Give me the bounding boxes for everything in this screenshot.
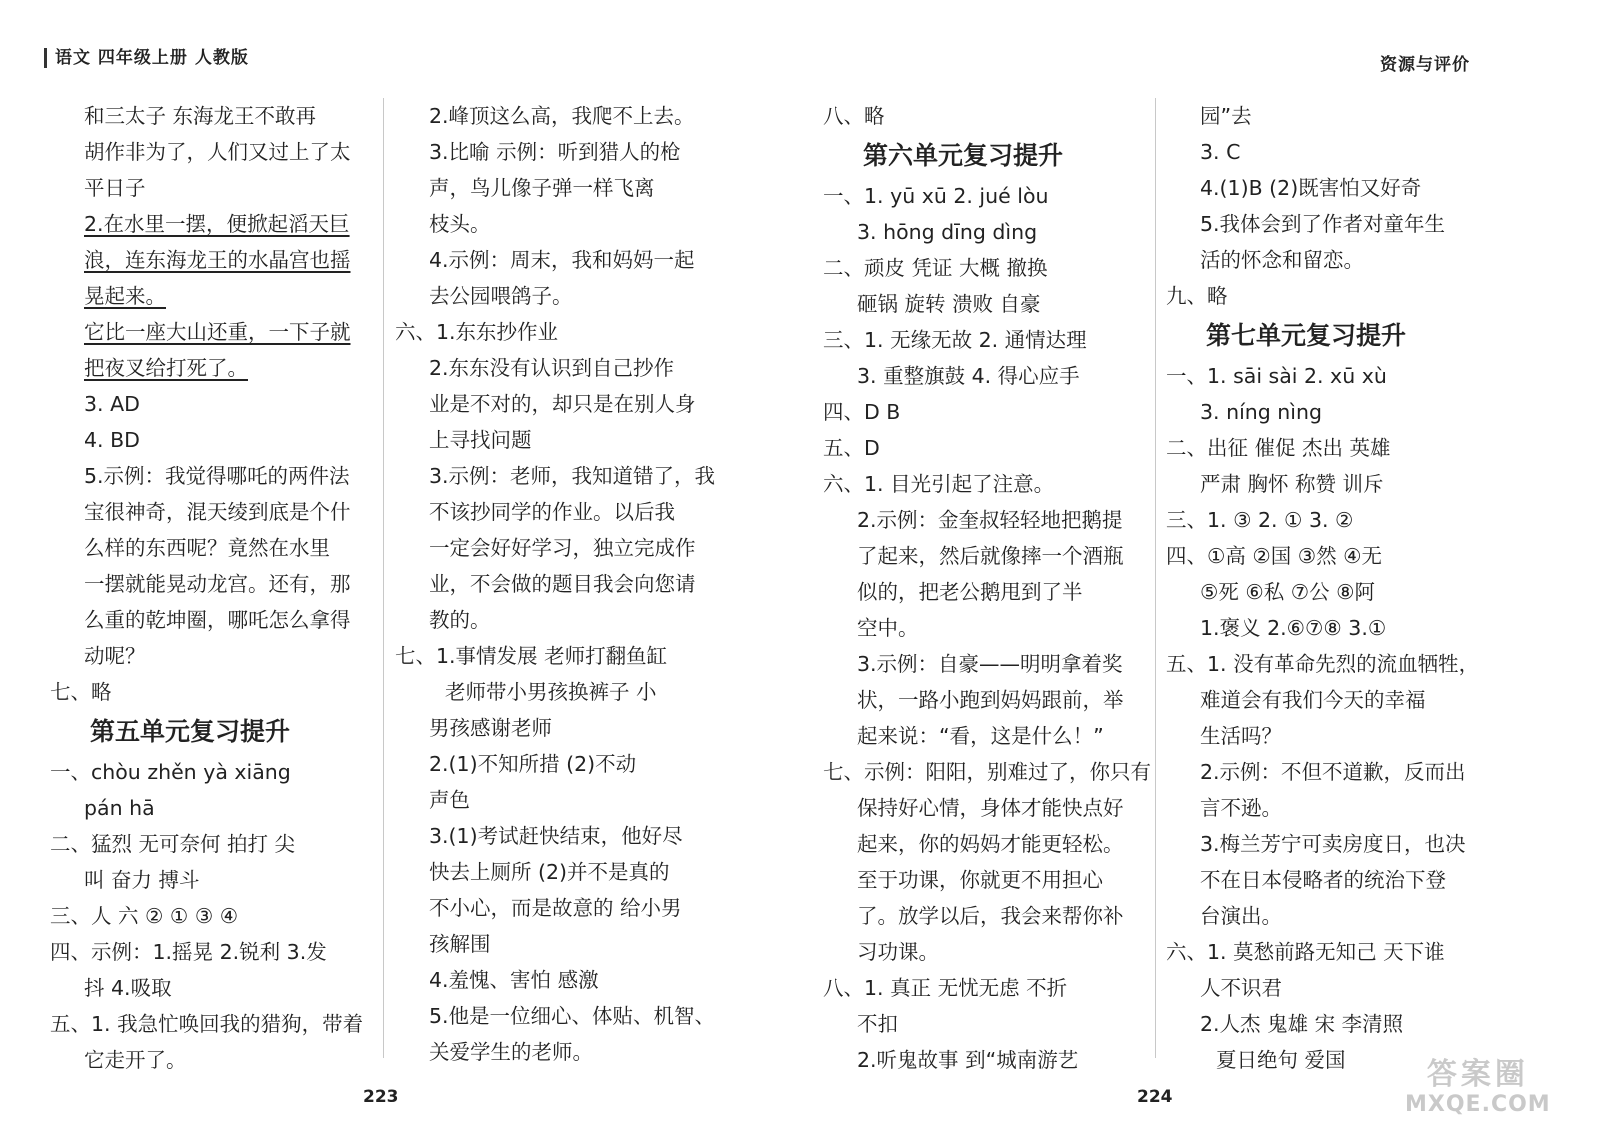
answer-line: 不扣 [857,1012,898,1036]
watermark-logo-text: 答案圈 [1426,1057,1529,1092]
answer-line: 生活吗？ [1200,724,1282,748]
answer-line: 六、1.东东抄作业 [395,320,559,344]
answer-line: 它走开了。 [84,1048,187,1072]
answer-line: pán hā [84,796,155,820]
section-heading: 第五单元复习提升 [90,717,291,746]
answer-line: 三、1. ③ 2. ① 3. ② [1166,508,1354,532]
answer-line: 去公园喂鸽子。 [429,284,573,308]
answer-line: 2.听鬼故事 到“城南游艺 [857,1048,1079,1072]
answer-line: 声色 [429,788,470,812]
answer-line: 3.示例：自豪——明明拿着奖 [857,652,1123,676]
answer-line: 浪，连东海龙王的水晶宫也摇 [84,248,351,272]
answer-line: 似的，把老公鹅甩到了半 [857,580,1083,604]
answer-line: 二、顽皮 凭证 大概 撤换 [823,256,1048,280]
answer-line: 七、示例：阳阳，别难过了，你只有 [823,760,1151,784]
answer-line: 1.褒义 2.⑥⑦⑧ 3.① [1200,616,1387,640]
page-number-left: 223 [363,1087,399,1107]
answer-line: 四、①高 ②国 ③然 ④无 [1166,544,1383,568]
answer-line: 和三太子 东海龙王不敢再 [84,104,317,128]
answer-line: 男孩感谢老师 [429,716,552,740]
answer-line: 动呢？ [84,644,146,668]
answer-line: 宝很神奇，混天绫到底是个什 [84,500,351,524]
answer-line: 它比一座大山还重，一下子就 [84,320,351,344]
answer-line: 孩解围 [429,932,491,956]
answer-line: 4.羞愧、害怕 感激 [429,968,599,992]
answer-line: 习功课。 [857,940,939,964]
answer-column-3 [823,98,1151,1078]
answer-line: 五、1. 没有革命先烈的流血牺牲， [1166,652,1480,676]
answer-line: 关爱学生的老师。 [429,1040,593,1064]
answer-line: 晃起来。 [84,284,166,308]
answer-line: 空中。 [857,616,919,640]
answer-line: 了。放学以后，我会来帮你补 [857,904,1124,928]
answer-line: 台演出。 [1200,904,1282,928]
answer-line: 叫 奋力 搏斗 [84,868,200,892]
answer-line: 人不识君 [1200,976,1282,1000]
answer-line: 四、D B [823,400,901,424]
answer-line: 3.示例：老师，我知道错了，我 [429,464,716,488]
answer-line: 七、略 [50,680,112,704]
page-number-right: 224 [1137,1087,1173,1107]
answer-line: 2.峰顶这么高，我爬不上去。 [429,104,695,128]
answer-line: 五、D [823,436,880,460]
answer-line: 二、猛烈 无可奈何 拍打 尖 [50,832,296,856]
answer-line: 不小心，而是故意的 给小男 [429,896,682,920]
answer-line: 严肃 胸怀 称赞 训斥 [1200,472,1384,496]
answer-line: 2.示例：不但不道歉，反而出 [1200,760,1466,784]
answer-line: 4. BD [84,428,140,452]
answer-line: 八、略 [823,104,885,128]
answer-line: 四、示例：1.摇晃 2.锐利 3.发 [50,940,327,964]
answer-line: 不在日本侵略者的统治下登 [1200,868,1446,892]
answer-line: 么样的东西呢？竟然在水里 [84,536,330,560]
answer-line: 五、1. 我急忙唤回我的猎狗，带着 [50,1012,364,1036]
answer-line: 言不逊。 [1200,796,1282,820]
answer-line: 上寻找问题 [429,428,532,452]
answer-line: 活的怀念和留恋。 [1200,248,1364,272]
answer-line: 业是不对的，却只是在别人身 [429,392,696,416]
answer-line: 快去上厕所 (2)并不是真的 [429,860,670,884]
answer-line: ⑤死 ⑥私 ⑦公 ⑧阿 [1200,580,1376,604]
answer-line: 园”去 [1200,104,1252,128]
answer-line: 老师带小男孩换裤子 小 [445,680,657,704]
watermark [1405,1057,1551,1117]
answer-line: 三、1. 无缘无故 2. 通情达理 [823,328,1087,352]
column-divider-left-page [383,98,384,1058]
answer-line: 一定会好好学习，独立完成作 [429,536,696,560]
answer-line: 砸锅 旋转 溃败 自豪 [857,292,1041,316]
answer-column-2 [395,98,720,1070]
answer-column-1 [50,98,375,1078]
answer-line: 5.示例：我觉得哪吒的两件法 [84,464,350,488]
section-heading: 第六单元复习提升 [863,141,1064,170]
answer-line: 难道会有我们今天的幸福 [1200,688,1426,712]
answer-line: 一摆就能晃动龙宫。还有，那 [84,572,351,596]
answer-line: 3.梅兰芳宁可卖房度日，也决 [1200,832,1466,856]
answer-line: 八、1. 真正 无忧无虑 不折 [823,976,1068,1000]
answer-line: 一、1. yū xū 2. jué lòu [823,184,1049,208]
column-divider-right-page [1155,98,1156,1058]
answer-line: 业，不会做的题目我会向您请 [429,572,696,596]
answer-line: 教的。 [429,608,491,632]
answer-line: 3.比喻 示例：听到猎人的枪 [429,140,681,164]
answer-line: 3. hōng dīng dìng [857,220,1038,244]
answer-line: 2.示例：金奎叔轻轻地把鹅提 [857,508,1123,532]
answer-line: 4.示例：周末，我和妈妈一起 [429,248,695,272]
answer-line: 么重的乾坤圈，哪吒怎么拿得 [84,608,351,632]
answer-line: 胡作非为了，人们又过上了太 [84,140,351,164]
answer-line: 起来说：“看，这是什么！” [857,724,1104,748]
answer-line: 4.(1)B (2)既害怕又好奇 [1200,176,1422,200]
answer-line: 2.在水里一摆，便掀起滔天巨 [84,212,350,236]
answer-line: 一、1. sāi sài 2. xū xù [1166,364,1387,388]
answer-column-4 [1166,98,1491,1078]
answer-line: 3.(1)考试赶快结束，他好尽 [429,824,683,848]
answer-line: 起来，你的妈妈才能更轻松。 [857,832,1124,856]
answer-line: 2.东东没有认识到自己抄作 [429,356,675,380]
answer-line: 二、出征 催促 杰出 英雄 [1166,436,1391,460]
answer-line: 七、1.事情发展 老师打翻鱼缸 [395,644,668,668]
answer-line: 把夜叉给打死了。 [84,356,248,380]
answer-line: 六、1. 目光引起了注意。 [823,472,1055,496]
answer-line: 2.人杰 鬼雄 宋 李清照 [1200,1012,1404,1036]
header-left: 语文 四年级上册 人教版 [44,48,249,68]
watermark-url: MXQE.COM [1405,1092,1551,1117]
answer-line: 了起来，然后就像摔一个酒瓶 [857,544,1124,568]
answer-line: 3. AD [84,392,140,416]
answer-line: 平日子 [84,176,146,200]
answer-line: 5.他是一位细心、体贴、机智、 [429,1004,716,1028]
answer-line: 3. níng nìng [1200,400,1322,424]
answer-line: 声，鸟儿像子弹一样飞离 [429,176,655,200]
answer-line: 六、1. 莫愁前路无知己 天下谁 [1166,940,1445,964]
answer-line: 枝头。 [429,212,491,236]
answer-line: 2.(1)不知所措 (2)不动 [429,752,637,776]
answer-line: 不该抄同学的作业。以后我 [429,500,675,524]
header-right: 资源与评价 [1380,55,1470,75]
answer-line: 至于功课，你就更不用担心 [857,868,1103,892]
section-heading: 第七单元复习提升 [1206,321,1407,350]
answer-line: 一、chòu zhěn yà xiāng [50,760,291,784]
answer-line: 抖 4.吸取 [84,976,172,1000]
answer-line: 九、略 [1166,284,1228,308]
answer-line: 3. C [1200,140,1241,164]
answer-line: 状，一路小跑到妈妈跟前，举 [857,688,1124,712]
answer-line: 保持好心情，身体才能快点好 [857,796,1124,820]
answer-line: 5.我体会到了作者对童年生 [1200,212,1446,236]
answer-line: 夏日绝句 爱国 [1216,1048,1346,1072]
answer-line: 3. 重整旗鼓 4. 得心应手 [857,364,1080,388]
answer-line: 三、人 六 ② ① ③ ④ [50,904,239,928]
